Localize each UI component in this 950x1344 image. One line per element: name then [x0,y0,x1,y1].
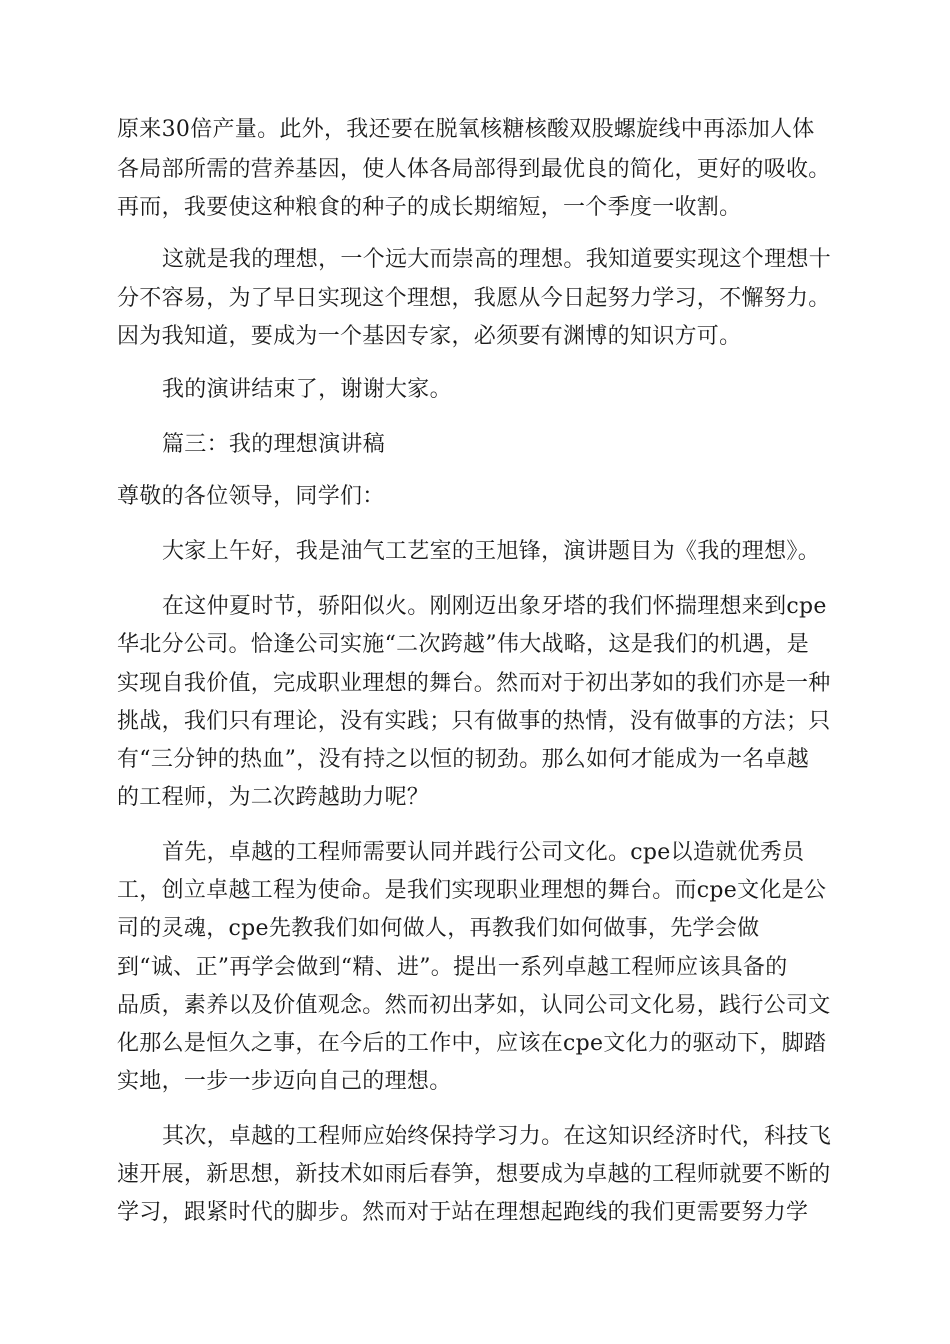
paragraph-line: 原来30倍产量。此外，我还要在脱氧核糖核酸双股螺旋线中再添加人体 [117,117,815,142]
paragraph-line: 工，创立卓越工程为使命。是我们实现职业理想的舞台。而cpe文化是公 [117,878,827,903]
paragraph-line: 学习，跟紧时代的脚步。然而对于站在理想起跑线的我们更需要努力学 [117,1200,809,1225]
paragraph-line: 到“诚、正”再学会做到“精、进”。提出一系列卓越工程师应该具备的 [117,955,788,980]
paragraph-line: 速开展，新思想，新技术如雨后春笋，想要成为卓越的工程师就要不断的 [117,1162,831,1187]
paragraph-line: 实地，一步一步迈向自己的理想。 [117,1069,452,1094]
paragraph-line: 分不容易，为了早日实现这个理想，我愿从今日起努力学习，不懈努力。 [117,286,831,311]
paragraph-line: 司的灵魂，cpe先教我们如何做人，再教我们如何做事，先学会做 [117,916,760,941]
paragraph-line: 华北分公司。恰逢公司实施“二次跨越”伟大战略，这是我们的机遇，是 [117,632,810,657]
salutation: 尊敬的各位领导，同学们： [117,484,385,509]
section-title: 篇三：我的理想演讲稿 [162,432,386,457]
paragraph-line: 实现自我价值，完成职业理想的舞台。然而对于初出茅如的我们亦是一种 [117,671,831,696]
paragraph-line: 各局部所需的营养基因，使人体各局部得到最优良的简化，更好的吸收。 [117,157,831,182]
paragraph-line: 大家上午好，我是油气工艺室的王旭锋，演讲题目为《我的理想》。 [162,539,821,564]
paragraph-line: 我的演讲结束了，谢谢大家。 [162,377,452,402]
paragraph-line: 再而，我要使这种粮食的种子的成长期缩短，一个季度一收割。 [117,195,742,220]
paragraph-line: 这就是我的理想，一个远大而崇高的理想。我知道要实现这个理想十 [162,247,832,272]
paragraph-line: 挑战，我们只有理论，没有实践；只有做事的热情，没有做事的方法；只 [117,709,831,734]
paragraph-line: 首先，卓越的工程师需要认同并践行公司文化。cpe以造就优秀员 [162,840,805,865]
paragraph-line: 其次，卓越的工程师应始终保持学习力。在这知识经济时代，科技飞 [162,1124,832,1149]
paragraph-line: 的工程师，为二次跨越助力呢？ [117,785,430,810]
paragraph-line: 有“三分钟的热血”，没有持之以恒的韧劲。那么如何才能成为一名卓越 [117,747,810,772]
paragraph-line: 品质，素养以及价值观念。然而初出茅如，认同公司文化易，践行公司文 [117,993,831,1018]
paragraph-line: 化那么是恒久之事，在今后的工作中，应该在cpe文化力的驱动下，脚踏 [117,1031,827,1056]
paragraph-line: 因为我知道，要成为一个基因专家，必须要有渊博的知识方可。 [117,324,742,349]
paragraph-line: 在这仲夏时节，骄阳似火。刚刚迈出象牙塔的我们怀揣理想来到cpe [162,594,827,619]
